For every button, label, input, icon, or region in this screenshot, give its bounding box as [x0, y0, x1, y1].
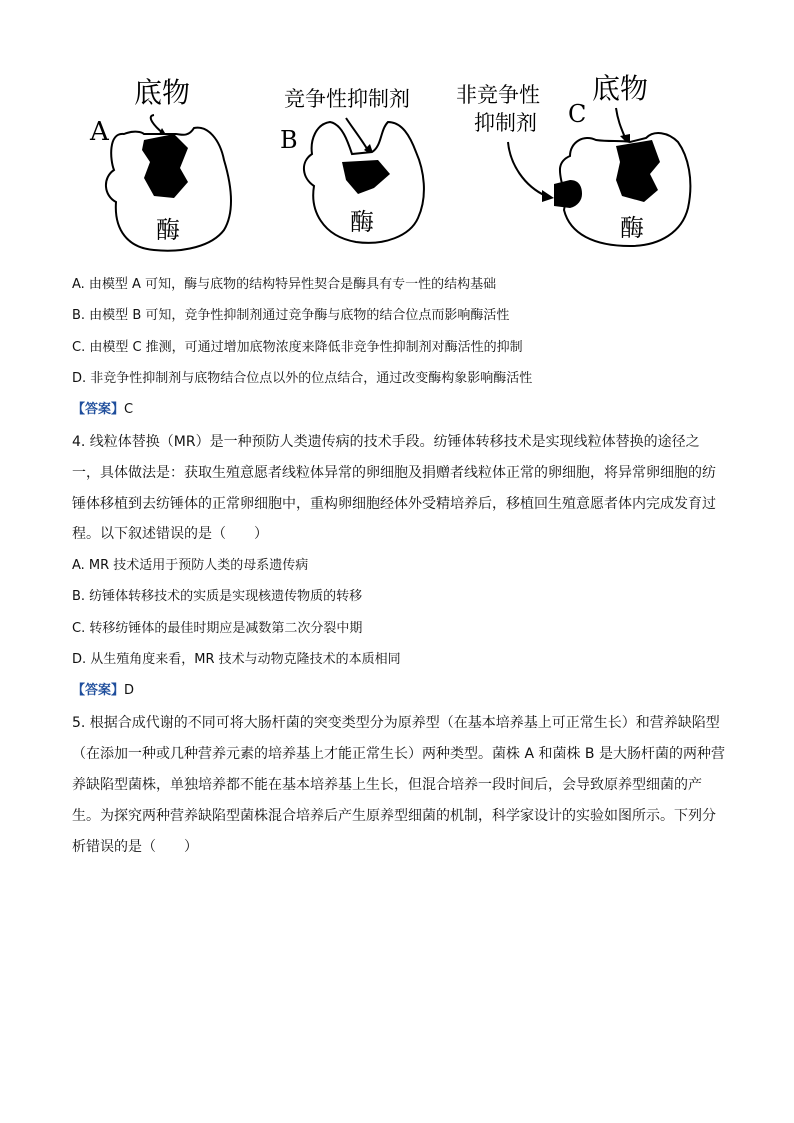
q4-option-b: B. 纺锤体转移技术的实质是实现核遗传物质的转移 [72, 589, 363, 604]
panel-c-inhibitor-arrow [508, 142, 546, 196]
panel-c [456, 72, 690, 246]
panel-c-noncompetitive-inhibitor [554, 180, 582, 208]
q4-option-d: D. 从生殖角度来看，MR 技术与动物克隆技术的本质相同 [72, 652, 401, 667]
panel-a-letter: A [90, 117, 109, 147]
enzyme-model-diagram [84, 70, 714, 260]
panel-c-enzyme-label: 酶 [620, 214, 644, 242]
q5-line-1: 5. 根据合成代谢的不同可将大肠杆菌的突变类型分为原养型（在基本培养基上可正常生长）和营养缺陷型 [72, 715, 720, 731]
q4-line-1: 4. 线粒体替换（MR）是一种预防人类遗传病的技术手段。纺锤体转移技术是实现线粒体替换的途径之 [72, 434, 700, 450]
q4-answer-value: D [124, 683, 135, 698]
panel-c-substrate-label: 底物 [592, 72, 649, 105]
enzyme-model-figure [84, 70, 714, 260]
panel-a-substrate-label: 底物 [134, 76, 191, 109]
panel-b-inhibitor-label: 竞争性抑制剂 [284, 87, 410, 111]
q5-line-4: 生。为探究两种营养缺陷型菌株混合培养后产生原养型细菌的机制，科学家设计的实验如图所示。下列分 [72, 808, 716, 824]
q4-answer-tag: 【答案】 [72, 683, 125, 698]
q4-line-4: 程。以下叙述错误的是（ ） [72, 526, 268, 542]
panel-a-enzyme-label: 酶 [156, 216, 180, 244]
q5-line-2: （在添加一种或几种营养元素的培养基上才能正常生长）两种类型。菌株 A 和菌株 B 是大肠杆菌的两种营 [72, 746, 725, 762]
q5-line-3: 养缺陷型菌株，单独培养都不能在基本培养基上生长，但混合培养一段时间后，会导致原养型细菌的产 [72, 777, 702, 793]
q3-answer [72, 400, 732, 420]
panel-c-letter: C [568, 100, 587, 128]
q5-line-5: 析错误的是（ ） [72, 839, 198, 855]
q4-line-2: 一，具体做法是：获取生殖意愿者线粒体异常的卵细胞及捐赠者线粒体正常的卵细胞，将异常卵细胞的纺 [72, 465, 716, 481]
q3-option-d: D. 非竞争性抑制剂与底物结合位点以外的位点结合，通过改变酶构象影响酶活性 [72, 371, 533, 386]
panel-b-enzyme-label: 酶 [350, 208, 374, 236]
panel-a [89, 76, 231, 251]
q3-option-b: B. 由模型 B 可知，竞争性抑制剂通过竞争酶与底物的结合位点而影响酶活性 [72, 308, 510, 323]
panel-b [280, 87, 424, 243]
q4-option-c: C. 转移纺锤体的最佳时期应是减数第二次分裂中期 [72, 621, 363, 636]
panel-c-inhibitor-arrowhead [542, 190, 554, 202]
q3-option-a: A. 由模型 A 可知，酶与底物的结构特异性契合是酶具有专一性的结构基础 [72, 277, 497, 292]
panel-b-letter: B [280, 126, 298, 154]
q3-answer-tag: 【答案】 [72, 402, 125, 417]
q4-line-3: 锤体移植到去纺锤体的正常卵细胞中，重构卵细胞经体外受精培养后，移植回生殖意愿者体内完成发育过 [72, 496, 716, 512]
q4-option-a: A. MR 技术适用于预防人类的母系遗传病 [72, 558, 309, 573]
panel-c-inhibitor-label-1: 非竞争性 [456, 83, 540, 107]
panel-c-inhibitor-label-2: 抑制剂 [474, 111, 537, 135]
q3-answer-value: C [124, 402, 134, 417]
q3-option-c: C. 由模型 C 推测，可通过增加底物浓度来降低非竞争性抑制剂对酶活性的抑制 [72, 340, 523, 355]
q4-answer [72, 681, 732, 701]
